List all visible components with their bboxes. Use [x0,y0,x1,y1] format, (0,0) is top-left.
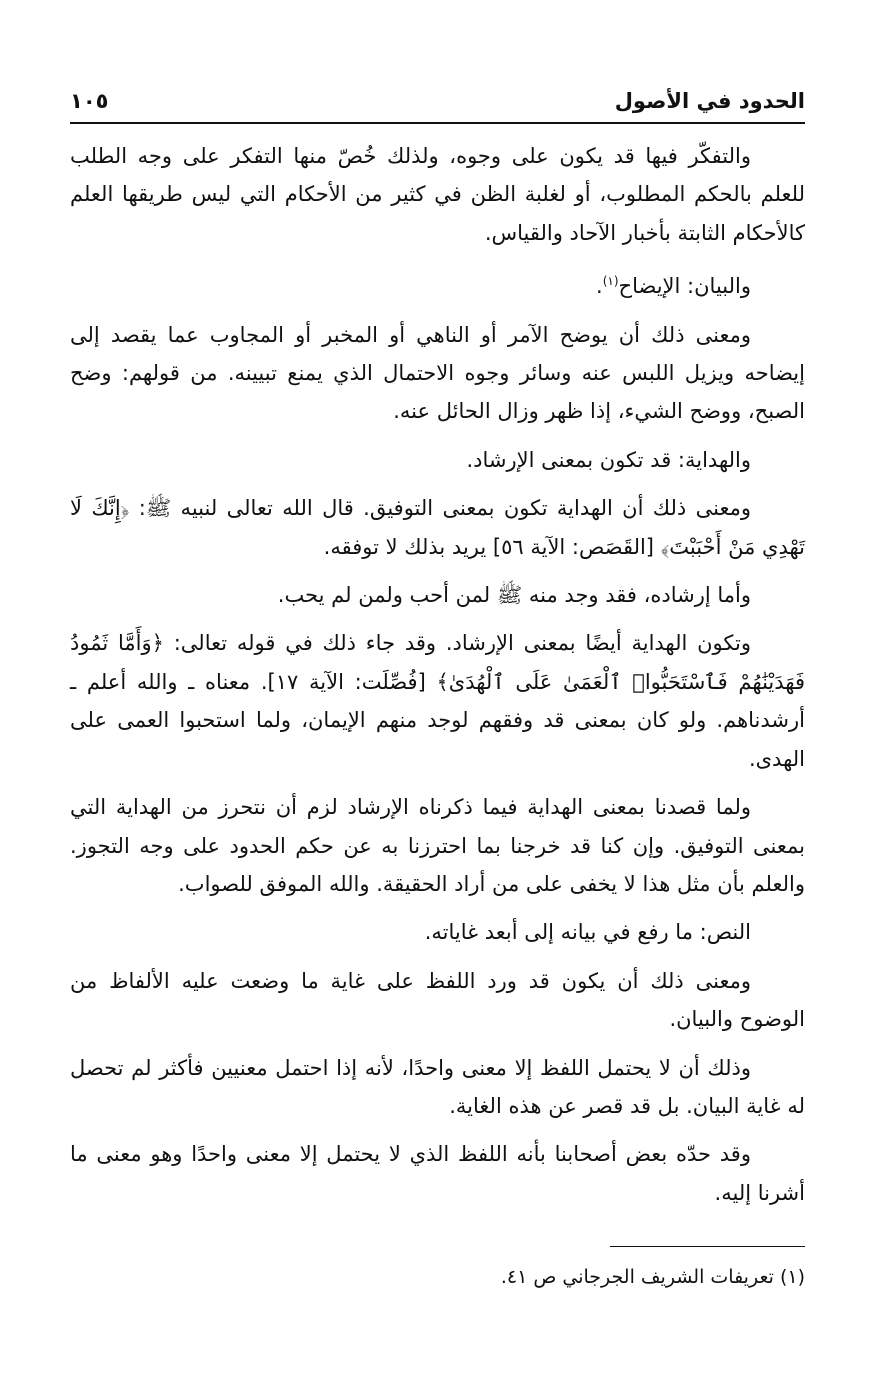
paragraph-hidaya-irshad: وتكون الهداية أيضًا بمعنى الإرشاد. وقد جاء ذلك في قوله تعالى: ﴿وَأَمَّا ثَمُودُ فَهَدَيْنَٰهُمْ فَٱسْتَحَبُّوا۟ ٱلْعَمَىٰ عَلَى ٱلْهُدَىٰ﴾ [فُصِّلَت: الآية ١٧]. معناه ـ والله أعلم ـ أرشدناهم. ولو كان بمعنى قد وفقهم لوجد منهم الإيمان، ولما استحبوا العمى على الهدى. [70,631,805,771]
paragraph-nass-companions: وقد حدّه بعض أصحابنا بأنه اللفظ الذي لا يحتمل إلا معنى واحدًا وهو معنى ما أشرنا إليه. [70,1142,805,1205]
footnote-reference: (١) [602,274,619,289]
paragraph-tafakkur: والتفكّر فيها قد يكون على وجوه، ولذلك خُصّ منها التفكر على وجه الطلب للعلم بالحكم المطلوب، أو لغلبة الظن في كثير من الأحكام التي ليس طريقها العلم كالأحكام الثابتة بأخبار الآحاد والقياس. [70,144,805,245]
bayan-definition-text: والبيان: الإيضاح [618,274,751,299]
page-number: ١٠٥ [70,89,109,113]
paragraph-nass-definition: النص: ما رفع في بيانه إلى أبعد غاياته. [424,920,751,945]
running-title: الحدود في الأصول [614,89,805,113]
paragraph-nass-single-meaning: وذلك أن لا يحتمل اللفظ إلا معنى واحدًا، لأنه إذا احتمل معنيين فأكثر لم تحصل له غاية البيان. بل قد قصر عن هذه الغاية. [70,1055,805,1118]
paragraph-hidaya-intent: ولما قصدنا بمعنى الهداية فيما ذكرناه الإرشاد لزم أن نتحرز من الهداية التي بمعنى التوفيق. وإن كنا قد خرجنا بما احترزنا به عن حكم الحدود على وجه التجوز. والعلم بأن مثل هذا لا يخفى على من أراد الحقيقة. والله الموفق للصواب. [70,795,805,896]
header-rule [70,122,805,124]
paragraph-nass-meaning: ومعنى ذلك أن يكون قد ورد اللفظ على غاية ما وضعت عليه الألفاظ من الوضوح والبيان. [70,968,805,1032]
paragraph-bayan-definition [70,262,805,305]
footnote: (١) تعريفات الشريف الجرجاني ص ٤١. [500,1266,805,1288]
page-header [70,86,805,118]
footnote-rule [610,1246,805,1247]
paragraph-irshad: وأما إرشاده، فقد وجد منه ﷺ لمن أحب ولمن لم يحب. [277,583,751,608]
paragraph-hidaya-definition: والهداية: قد تكون بمعنى الإرشاد. [466,447,751,472]
bayan-definition-period: . [596,274,603,299]
paragraph-bayan-meaning: ومعنى ذلك أن يوضح الآمر أو الناهي أو المخبر أو المجاوب عما يقصد إلى إيضاحه ويزيل اللبس عنه وسائر وجوه الاحتمال الذي يمنع تبيينه. من قولهم: وضح الصبح، ووضح الشيء، إذا ظهر وزال الحائل عنه. [70,322,805,424]
body-text [70,137,805,1212]
paragraph-hidaya-tawfiq: ومعنى ذلك أن الهداية تكون بمعنى التوفيق. قال الله تعالى لنبيه ﷺ: ﴿إِنَّكَ لَا تَهْدِي مَنْ أَحْبَبْتَ﴾ [القَصَص: الآية ٥٦] يريد بذلك لا توفقه. [70,496,805,559]
